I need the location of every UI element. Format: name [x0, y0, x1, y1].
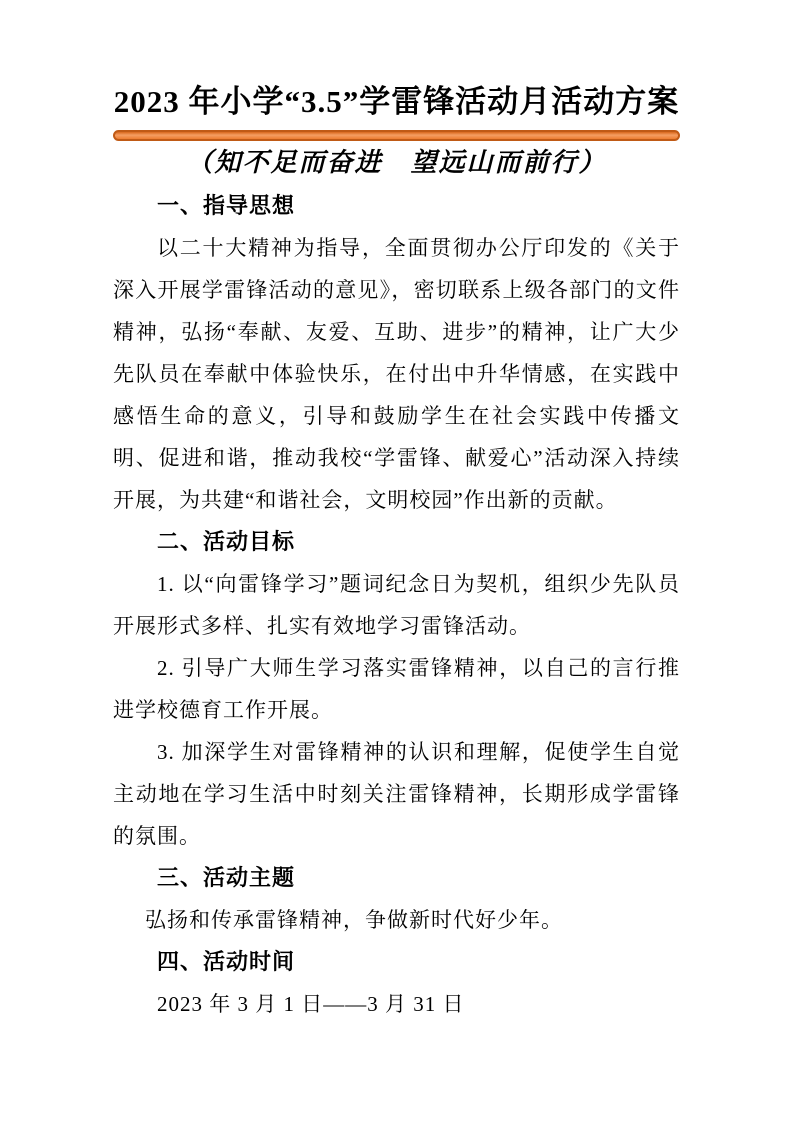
doc-title: 2023 年小学“3.5”学雷锋活动月活动方案 [113, 84, 680, 119]
body-paragraph: 2023 年 3 月 1 日——3 月 31 日 [157, 992, 465, 1016]
body-paragraph: 1. 以“向雷锋学习”题词纪念日为契机，组织少先队员开展形式多样、扎实有效地学习雷锋活动。 [113, 572, 680, 638]
section-heading-1: 一、指导思想 [157, 193, 296, 218]
doc-subtitle: （知不足而奋进 望远山而前行） [186, 148, 607, 177]
body-paragraph: 2. 引导广大师生学习落实雷锋精神，以自己的言行推进学校德育工作开展。 [113, 656, 680, 722]
section-heading-2: 二、活动目标 [157, 529, 296, 554]
section-activity-theme [113, 857, 680, 941]
section-heading-4: 四、活动时间 [157, 949, 296, 974]
title-underline-bar [113, 130, 680, 141]
body-paragraph: 弘扬和传承雷锋精神，争做新时代好少年。 [145, 908, 563, 932]
section-heading-3: 三、活动主题 [157, 865, 296, 890]
body-paragraph: 3. 加深学生对雷锋精神的认识和理解，促使学生自觉主动地在学习生活中时刻关注雷锋精神，长期形成学雷锋的氛围。 [113, 740, 680, 848]
body-paragraph: 以二十大精神为指导，全面贯彻办公厅印发的《关于深入开展学雷锋活动的意见》，密切联系上级各部门的文件精神，弘扬“奉献、友爱、互助、进步”的精神，让广大少先队员在奉献中体验快乐，在付出中升华情感，在实践中感悟生命的意义，引导和鼓励学生在社会实践中传播文明、促进和谐，推动我校“学雷锋、献爱心”活动深入持续开展，为共建“和谐社会，文明校园”作出新的贡献。 [113, 236, 680, 512]
section-activity-time [113, 941, 680, 1025]
section-activity-goals [113, 521, 680, 857]
section-guiding-ideology [113, 185, 680, 521]
